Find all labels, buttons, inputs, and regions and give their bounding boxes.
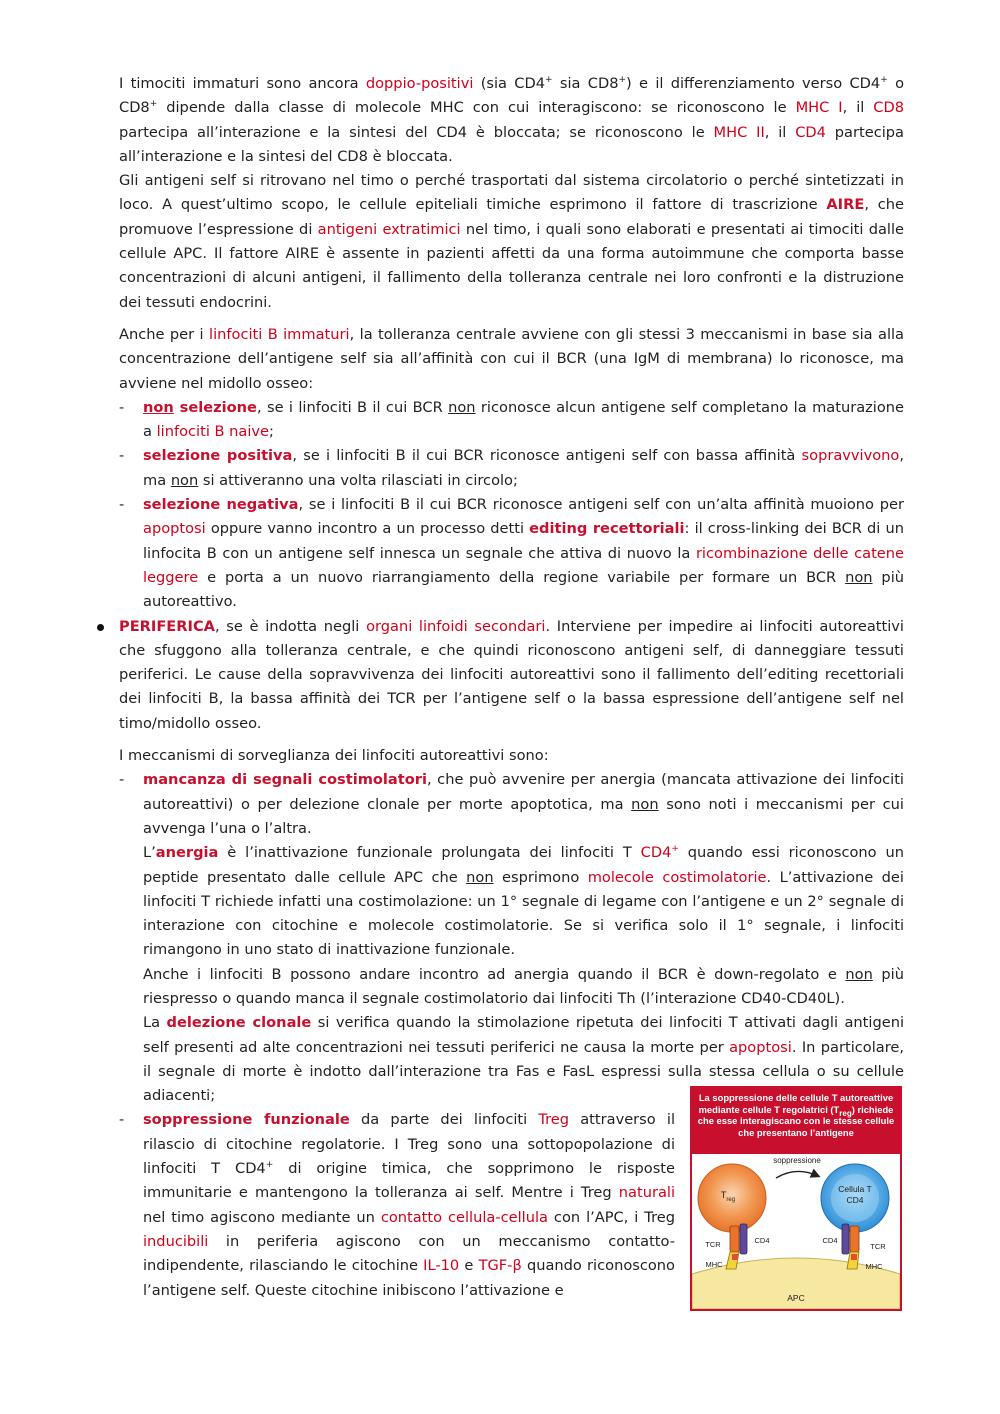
antigen-right	[851, 1254, 857, 1260]
highlight-text: IL-10	[423, 1257, 460, 1275]
paragraph-anergia	[143, 841, 904, 962]
text: quando essi riconoscono un peptide presentato dalle cellule APC che	[143, 844, 904, 886]
text: sono noti i meccanismi per cui avvenga l’una o l’altra.	[143, 795, 904, 837]
text: , che promuove l’espressione di	[119, 196, 904, 238]
text: ;	[269, 423, 274, 441]
text: si attiveranno una volta rilasciati in circolo;	[198, 471, 518, 489]
highlight-text: inducibili	[143, 1232, 209, 1250]
list-item-selezione-negativa	[119, 493, 904, 614]
highlight-text: CD4	[795, 123, 826, 141]
highlight-text: CD4	[640, 844, 672, 862]
text: , se i linfociti B il cui BCR	[256, 398, 449, 416]
keyword: non	[143, 398, 174, 416]
highlight-text: ricombinazione delle catene leggere	[143, 544, 904, 586]
keyword: selezione negativa	[143, 496, 299, 514]
text: dipende dalla classe di molecole MHC con cui interagiscono: se riconoscono le	[157, 99, 796, 117]
highlight-text: doppio-positivi	[365, 75, 474, 92]
tcr-left	[730, 1226, 739, 1252]
keyword: mancanza di segnali costimolatori	[143, 771, 427, 789]
underlined-text: non	[170, 471, 199, 489]
text: riconosce alcun antigene self completano la maturazione a	[143, 398, 905, 441]
cd4-left	[740, 1224, 747, 1254]
keyword: AIRE	[826, 196, 865, 214]
highlight-text: apoptosi	[729, 1038, 792, 1056]
list-item-mancanza-segnali	[119, 768, 904, 1108]
text: in periferia agiscono con un meccanismo contatto-indipendente, rilasciando le citochine	[143, 1232, 675, 1275]
keyword: delezione clonale	[166, 1014, 312, 1032]
superscript: +	[618, 75, 627, 86]
keyword: editing recettoriali	[529, 520, 685, 538]
text: Anche per i	[119, 325, 210, 343]
keyword: anergia	[155, 844, 219, 862]
text: ) e il differenziamento verso CD4	[626, 75, 881, 92]
highlight-text: MHC II	[713, 123, 765, 141]
highlight-text: Treg	[538, 1111, 570, 1129]
tcr-left-label: TCR	[705, 1240, 721, 1249]
superscript: +	[671, 844, 679, 855]
highlight-text: linfociti B immaturi	[209, 325, 350, 343]
figure-caption	[692, 1088, 900, 1154]
text: nel timo agiscono mediante un	[143, 1208, 381, 1226]
underlined-text: non	[845, 568, 873, 586]
t-cell-label: Cellula T	[838, 1184, 872, 1194]
text: . L’attivazione dei linfociti T richiede infatti una costimolazione: un 1° segnale di legame con l’antigene e un 2° segnale di interazione con citochine e molecole costimolatorie. Se si verifica solo il 1° segnale, i linfociti rimangono in uno stato di inattivazione funzionale.	[143, 868, 904, 959]
highlight-text: CD8	[873, 99, 904, 117]
text: I timociti immaturi sono ancora	[119, 75, 366, 92]
cd4-right	[842, 1224, 849, 1254]
underlined-text: non	[845, 965, 873, 983]
text: , che può avvenire per anergia (mancata attivazione dei linfociti autoreattivi) o per delezione clonale per morte apoptotica, ma	[143, 771, 904, 813]
superscript: +	[265, 1160, 274, 1171]
tcr-right-label: TCR	[870, 1242, 886, 1251]
mhc-left-label: MHC	[705, 1260, 723, 1269]
text: è l’inattivazione funzionale prolungata dei linfociti T	[218, 844, 641, 862]
text: Gli antigeni self si ritrovano nel timo o perché trasportati dal sistema circolatorio o perché sintetizzati in loco. A quest’ultimo scopo, le cellule epiteliali timiche esprimono il fattore di trascrizione	[119, 172, 904, 214]
highlight-text: apoptosi	[143, 520, 206, 538]
text: La	[143, 1014, 167, 1032]
text: o CD8	[119, 75, 904, 117]
text: (sia CD4	[473, 75, 546, 92]
tcr-right	[850, 1226, 859, 1252]
text: con l’APC, i Treg	[547, 1208, 675, 1226]
list-item-selezione-positiva	[119, 444, 904, 493]
text: e	[459, 1257, 479, 1275]
text: attraverso il rilascio di citochine regolatorie. I Treg sono una sottopopolazione di linfociti T CD4	[143, 1111, 675, 1178]
text: , il	[764, 123, 796, 141]
keyword: PERIFERICA	[119, 617, 215, 635]
treg-label-sub: reg	[726, 1197, 736, 1203]
text: L’	[143, 844, 156, 862]
text: , ma	[143, 447, 904, 489]
text: più autoreattivo.	[143, 568, 904, 611]
text: di origine timica, che sopprimono le risposte immunitarie e mantengono la tolleranza ai self. Mentre i Treg	[143, 1160, 676, 1202]
text: , se i linfociti B il cui BCR riconosce antigeni self con bassa affinità	[292, 447, 802, 465]
keyword: selezione	[173, 398, 257, 416]
text: partecipa all’interazione e la sintesi del CD4 è bloccata; se riconoscono le	[119, 123, 714, 141]
text: e porta a un nuovo riarrangiamento della regione variabile per formare un BCR	[198, 568, 846, 586]
suppression-label: soppressione	[773, 1156, 821, 1165]
treg-suppression-figure	[690, 1086, 902, 1311]
text: , la tolleranza centrale avviene con gli stessi 3 meccanismi in base sia alla concentrazione dell’antigene self sia all’affinità con cui il BCR (una IgM di membrana) lo riconosce, ma avviene nel midollo osseo:	[119, 325, 904, 392]
superscript: +	[880, 75, 888, 86]
paragraph-linfociti-b	[119, 323, 904, 396]
superscript: +	[149, 99, 158, 110]
cd4-left-label: CD4	[754, 1236, 770, 1245]
text: nel timo, i quali sono elaborati e presentati ai timociti dalle cellule APC. Il fattore AIRE è assente in pazienti affetti da una forma autoimmune che comporta basse concentrazioni di alcuni antigeni, il fallimento della tolleranza centrale nei loro confronti e la distruzione dei tessuti endocrini.	[119, 220, 904, 311]
figure-illustration	[692, 1154, 900, 1309]
text: , se i linfociti B il cui BCR riconosce antigeni self con un’alta affinità muoiono per	[298, 496, 905, 514]
antigen-left	[732, 1254, 738, 1260]
caption-text: La soppressione delle cellule T autoreattive mediante cellule T regolatrici (T	[698, 1092, 894, 1115]
underlined-text: non	[466, 868, 494, 886]
underlined-text: non	[631, 795, 659, 813]
text: più riespresso o quando manca il segnale costimolatorio dai linfociti Th (l’interazione CD40-CD40L).	[143, 965, 904, 1007]
highlight-text: antigeni extratimici	[317, 220, 461, 238]
b-cell-selection-list	[119, 396, 904, 615]
text: si verifica quando la stimolazione ripetuta dei linfociti T attivati dagli antigeni self presenti ad alte concentrazioni nei tessuti periferici ne causa la morte per	[143, 1014, 904, 1056]
keyword: selezione positiva	[143, 447, 293, 465]
text: partecipa all’interazione e la sintesi del CD8 è bloccata.	[119, 123, 904, 165]
text: . Interviene per impedire ai linfociti autoreattivi che sfuggono alla tolleranza centrale, e che quindi riconoscono antigeni self, di danneggiare tessuti periferici. Le cause della sopravvivenza dei linfociti autoreattivi sono il fallimento dell’editing recettoriali dei linfociti B, la bassa affinità dei TCR per l’antigene self o la bassa espressione dell’antigene self nel timo/midollo osseo.	[119, 617, 904, 732]
caption-text: ) richiede che esse interagiscano con le stesse cellule che presentano l’antigene	[697, 1103, 895, 1138]
text: , il	[842, 99, 874, 117]
paragraph-anergia-b	[143, 963, 904, 1012]
t-cell-label-cd4: CD4	[846, 1195, 864, 1205]
bullet-periferica	[119, 615, 904, 736]
text: , se è indotta negli	[214, 617, 367, 635]
highlight-text: MHC I	[795, 99, 843, 117]
highlight-text: naturali	[618, 1184, 675, 1202]
text: Anche i linfociti B possono andare incontro ad anergia quando il BCR è down-regolato e	[143, 965, 846, 983]
text: oppure vanno incontro a un processo detti	[205, 520, 530, 538]
text: . In particolare, il segnale di morte è indotto dall’interazione tra Fas e FasL espressi sulla stessa cellula o su cellule adiacenti;	[143, 1038, 905, 1105]
treg-label-main: T	[720, 1190, 727, 1200]
text: quando riconoscono l’antigene self. Queste citochine inibiscono l’attivazione e	[143, 1257, 675, 1299]
paragraph-aire	[119, 169, 904, 315]
text: esprimono	[493, 868, 588, 886]
text: sia CD8	[552, 75, 619, 92]
superscript: +	[545, 75, 553, 86]
paragraph-meccanismi: I meccanismi di sorveglianza dei linfociti autoreattivi sono:	[119, 747, 549, 765]
list-item-non-selezione	[119, 396, 904, 445]
paragraph-doppio-positivi	[119, 72, 904, 169]
highlight-text: linfociti B naive	[156, 423, 270, 441]
cd4-right-label: CD4	[822, 1236, 838, 1245]
highlight-text: organi linfoidi secondari	[366, 617, 546, 635]
highlight-text: sopravvivono	[801, 447, 900, 465]
highlight-text: contatto cellula-cellula	[380, 1208, 548, 1226]
mhc-right-label: MHC	[865, 1262, 883, 1271]
caption-subscript: reg	[839, 1108, 852, 1118]
highlight-text: TGF-β	[478, 1257, 522, 1275]
list-item-soppressione	[119, 1108, 675, 1302]
text: : il cross-linking dei BCR di un linfocita B con un antigene self innesca un segnale che attiva di nuovo la	[143, 520, 904, 562]
highlight-text: molecole costimolatorie	[587, 868, 767, 886]
text: da parte dei linfociti	[349, 1111, 539, 1129]
keyword: soppressione funzionale	[143, 1111, 350, 1129]
apc-label: APC	[787, 1293, 805, 1303]
underlined-text: non	[448, 398, 476, 416]
suppression-arrow	[776, 1171, 818, 1178]
